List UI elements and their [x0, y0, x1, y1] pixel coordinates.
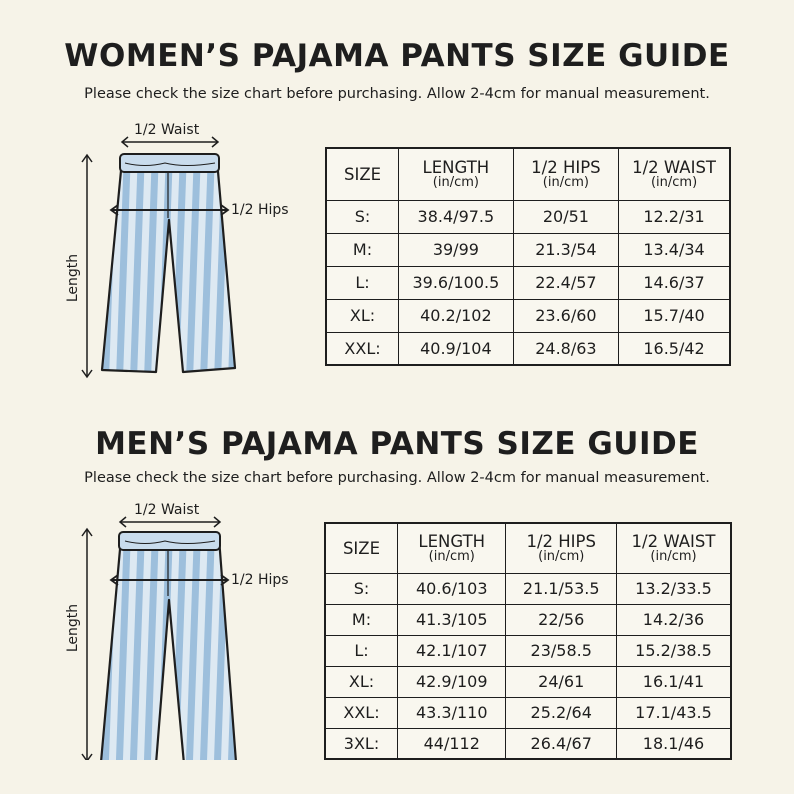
- table-row: [325, 697, 731, 728]
- cell-size: XXL:: [325, 697, 398, 728]
- cell-waist: 13.2/33.5: [616, 573, 731, 604]
- cell-hips: 21.1/53.5: [506, 573, 617, 604]
- cell-length: 39/99: [399, 233, 514, 266]
- cell-hips: 21.3/54: [513, 233, 618, 266]
- men-subtitle: Please check the size chart before purchasing. Allow 2-4cm for manual measurement.: [84, 470, 710, 486]
- cell-length: 40.2/102: [399, 299, 514, 332]
- men-length-label: Length: [65, 603, 82, 653]
- cell-size: S:: [325, 573, 398, 604]
- cell-size: L:: [326, 266, 399, 299]
- cell-hips: 24/61: [506, 666, 617, 697]
- cell-waist: 16.5/42: [619, 332, 730, 365]
- women-title: WOMEN’S PAJAMA PANTS SIZE GUIDE: [64, 38, 730, 74]
- cell-waist: 15.7/40: [619, 299, 730, 332]
- men-pants-illustration: [55, 500, 355, 760]
- men-hips-label: 1/2 Hips: [231, 572, 289, 588]
- men-waist-label: 1/2 Waist: [134, 502, 200, 518]
- header-hips: 1/2 HIPS (in/cm): [506, 523, 617, 573]
- cell-size: 3XL:: [325, 728, 398, 759]
- cell-size: L:: [325, 635, 398, 666]
- header-length: LENGTH (in/cm): [399, 148, 514, 200]
- cell-size: XL:: [325, 666, 398, 697]
- cell-size: M:: [325, 604, 398, 635]
- table-row: [325, 728, 731, 759]
- cell-waist: 15.2/38.5: [616, 635, 731, 666]
- cell-hips: 26.4/67: [506, 728, 617, 759]
- cell-length: 41.3/105: [398, 604, 506, 635]
- cell-length: 40.6/103: [398, 573, 506, 604]
- table-row: [326, 266, 730, 299]
- cell-length: 39.6/100.5: [399, 266, 514, 299]
- table-header-row: [325, 523, 731, 573]
- cell-waist: 18.1/46: [616, 728, 731, 759]
- women-pants-illustration: [55, 120, 355, 380]
- cell-hips: 25.2/64: [506, 697, 617, 728]
- cell-hips: 23.6/60: [513, 299, 618, 332]
- header-size: SIZE: [325, 523, 398, 573]
- cell-waist: 14.2/36: [616, 604, 731, 635]
- cell-hips: 22.4/57: [513, 266, 618, 299]
- cell-hips: 24.8/63: [513, 332, 618, 365]
- cell-waist: 16.1/41: [616, 666, 731, 697]
- men-title: MEN’S PAJAMA PANTS SIZE GUIDE: [95, 426, 699, 462]
- cell-length: 43.3/110: [398, 697, 506, 728]
- men-size-table: [324, 522, 732, 760]
- cell-hips: 22/56: [506, 604, 617, 635]
- cell-size: XL:: [326, 299, 399, 332]
- table-row: [325, 666, 731, 697]
- women-hips-label: 1/2 Hips: [231, 202, 289, 218]
- table-row: [326, 200, 730, 233]
- cell-size: S:: [326, 200, 399, 233]
- table-row: [325, 635, 731, 666]
- cell-hips: 20/51: [513, 200, 618, 233]
- header-size: SIZE: [326, 148, 399, 200]
- table-row: [326, 233, 730, 266]
- women-length-label: Length: [65, 253, 82, 303]
- women-pants-diagram: [55, 120, 355, 380]
- cell-length: 42.9/109: [398, 666, 506, 697]
- cell-size: XXL:: [326, 332, 399, 365]
- cell-hips: 23/58.5: [506, 635, 617, 666]
- header-length: LENGTH (in/cm): [398, 523, 506, 573]
- women-size-table: [325, 147, 731, 366]
- header-waist: 1/2 WAIST (in/cm): [619, 148, 730, 200]
- table-row: [326, 299, 730, 332]
- men-pants-diagram: [55, 500, 355, 760]
- women-subtitle: Please check the size chart before purchasing. Allow 2-4cm for manual measurement.: [84, 86, 710, 102]
- header-hips: 1/2 HIPS (in/cm): [513, 148, 618, 200]
- cell-waist: 14.6/37: [619, 266, 730, 299]
- cell-waist: 12.2/31: [619, 200, 730, 233]
- table-row: [325, 604, 731, 635]
- cell-size: M:: [326, 233, 399, 266]
- cell-length: 44/112: [398, 728, 506, 759]
- header-waist: 1/2 WAIST (in/cm): [616, 523, 731, 573]
- cell-waist: 13.4/34: [619, 233, 730, 266]
- table-row: [325, 573, 731, 604]
- cell-length: 40.9/104: [399, 332, 514, 365]
- table-header-row: [326, 148, 730, 200]
- table-row: [326, 332, 730, 365]
- cell-length: 42.1/107: [398, 635, 506, 666]
- cell-length: 38.4/97.5: [399, 200, 514, 233]
- cell-waist: 17.1/43.5: [616, 697, 731, 728]
- women-waist-label: 1/2 Waist: [134, 122, 200, 138]
